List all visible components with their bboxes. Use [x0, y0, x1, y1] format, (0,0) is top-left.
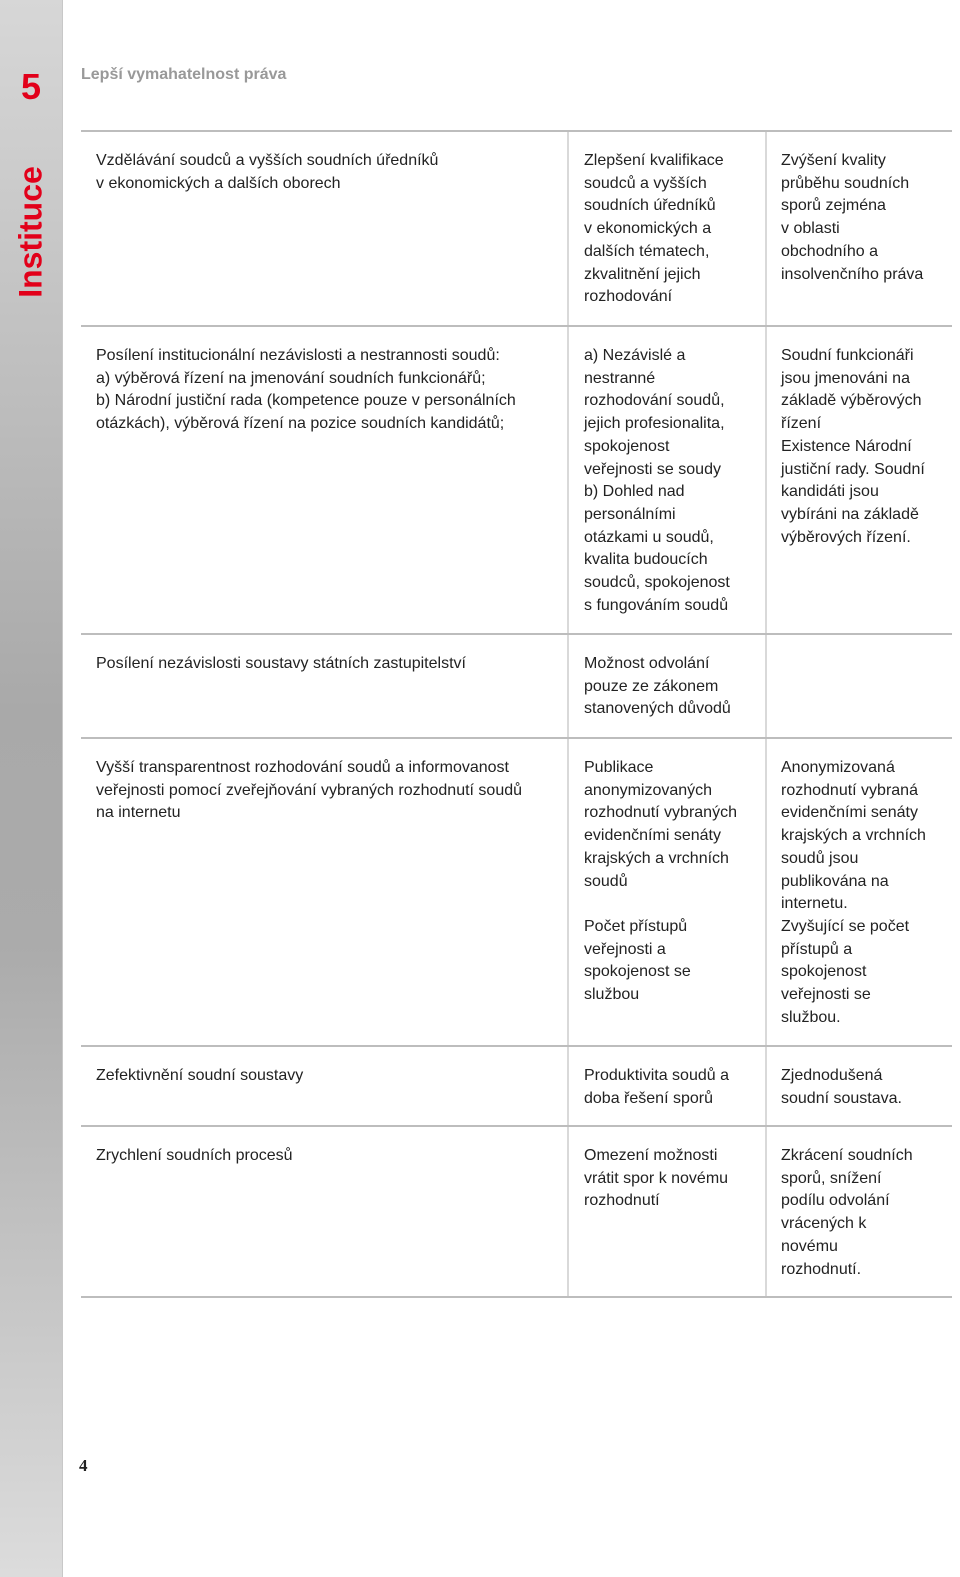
indicator-cell: Zlepšení kvalifikace soudců a vyšších soudních úředníků v ekonomických a dalších tématech, zkvalitnění jejich rozhodování: [569, 132, 767, 325]
sidebar: [0, 0, 63, 1577]
measure-cell: Zefektivnění soudní soustavy: [81, 1047, 569, 1125]
target-cell: Zvýšení kvality průběhu soudních sporů zejména v oblasti obchodního a insolvenčního práva: [781, 152, 924, 283]
table-row: [81, 1127, 952, 1298]
measure-cell: Posílení nezávislosti soustavy státních zastupitelství: [81, 635, 569, 737]
target-cell: Soudní funkcionáři jsou jmenováni na základě výběrových řízení Existence Národní justiční rady. Soudní kandidáti jsou vybíráni na základě výběrových řízení.: [781, 347, 925, 546]
target-cell: Zjednodušená soudní soustava.: [781, 1067, 902, 1107]
table-row: [81, 635, 952, 739]
measure-cell: Vyšší transparentnost rozhodování soudů a informovanost veřejnosti pomocí zveřejňování vybraných rozhodnutí soudů na internetu: [81, 739, 569, 1045]
table-row: [81, 327, 952, 635]
measures-table: [81, 130, 952, 1298]
indicator-cell: Produktivita soudů a doba řešení sporů: [569, 1047, 767, 1125]
target-cell: Zkrácení soudních sporů, snížení podílu odvolání vrácených k novému rozhodnutí.: [781, 1147, 913, 1278]
target-cell: Anonymizovaná rozhodnutí vybraná evidenčními senáty krajských a vrchních soudů jsou publikována na internetu. Zvyšující se počet přístupů a spokojenost veřejnosti se službou.: [781, 759, 926, 1026]
table-row: [81, 132, 952, 327]
table-row: [81, 1047, 952, 1127]
chapter-number: 5: [20, 66, 42, 107]
indicator-cell: a) Nezávislé a nestranné rozhodování soudů, jejich profesionalita, spokojenost veřejnosti se soudy b) Dohled nad personálními otázkami u soudů, kvalita budoucích soudců, spokojenost s fungováním soudů: [569, 327, 767, 633]
indicator-cell: Možnost odvolání pouze ze zákonem stanovených důvodů: [569, 635, 767, 737]
section-label: Instituce: [12, 166, 49, 298]
measure-cell: Zrychlení soudních procesů: [81, 1127, 569, 1296]
measure-cell: Vzdělávání soudců a vyšších soudních úředníků v ekonomických a dalších oborech: [81, 132, 569, 325]
indicator-cell: Omezení možnosti vrátit spor k novému rozhodnutí: [569, 1127, 767, 1296]
indicator-cell: Publikace anonymizovaných rozhodnutí vybraných evidenčními senáty krajských a vrchních soudů Počet přístupů veřejnosti a spokojenost se službou: [569, 739, 767, 1045]
page-title: Lepší vymahatelnost práva: [81, 66, 287, 83]
table-row: [81, 739, 952, 1047]
page-number: 4: [79, 1456, 88, 1475]
target-cell: [767, 635, 952, 737]
measure-cell: Posílení institucionální nezávislosti a nestrannosti soudů: a) výběrová řízení na jmenování soudních funkcionářů; b) Národní justiční rada (kompetence pouze v personálních otázkách), výběrová řízení na pozice soudních kandidátů;: [81, 327, 569, 633]
